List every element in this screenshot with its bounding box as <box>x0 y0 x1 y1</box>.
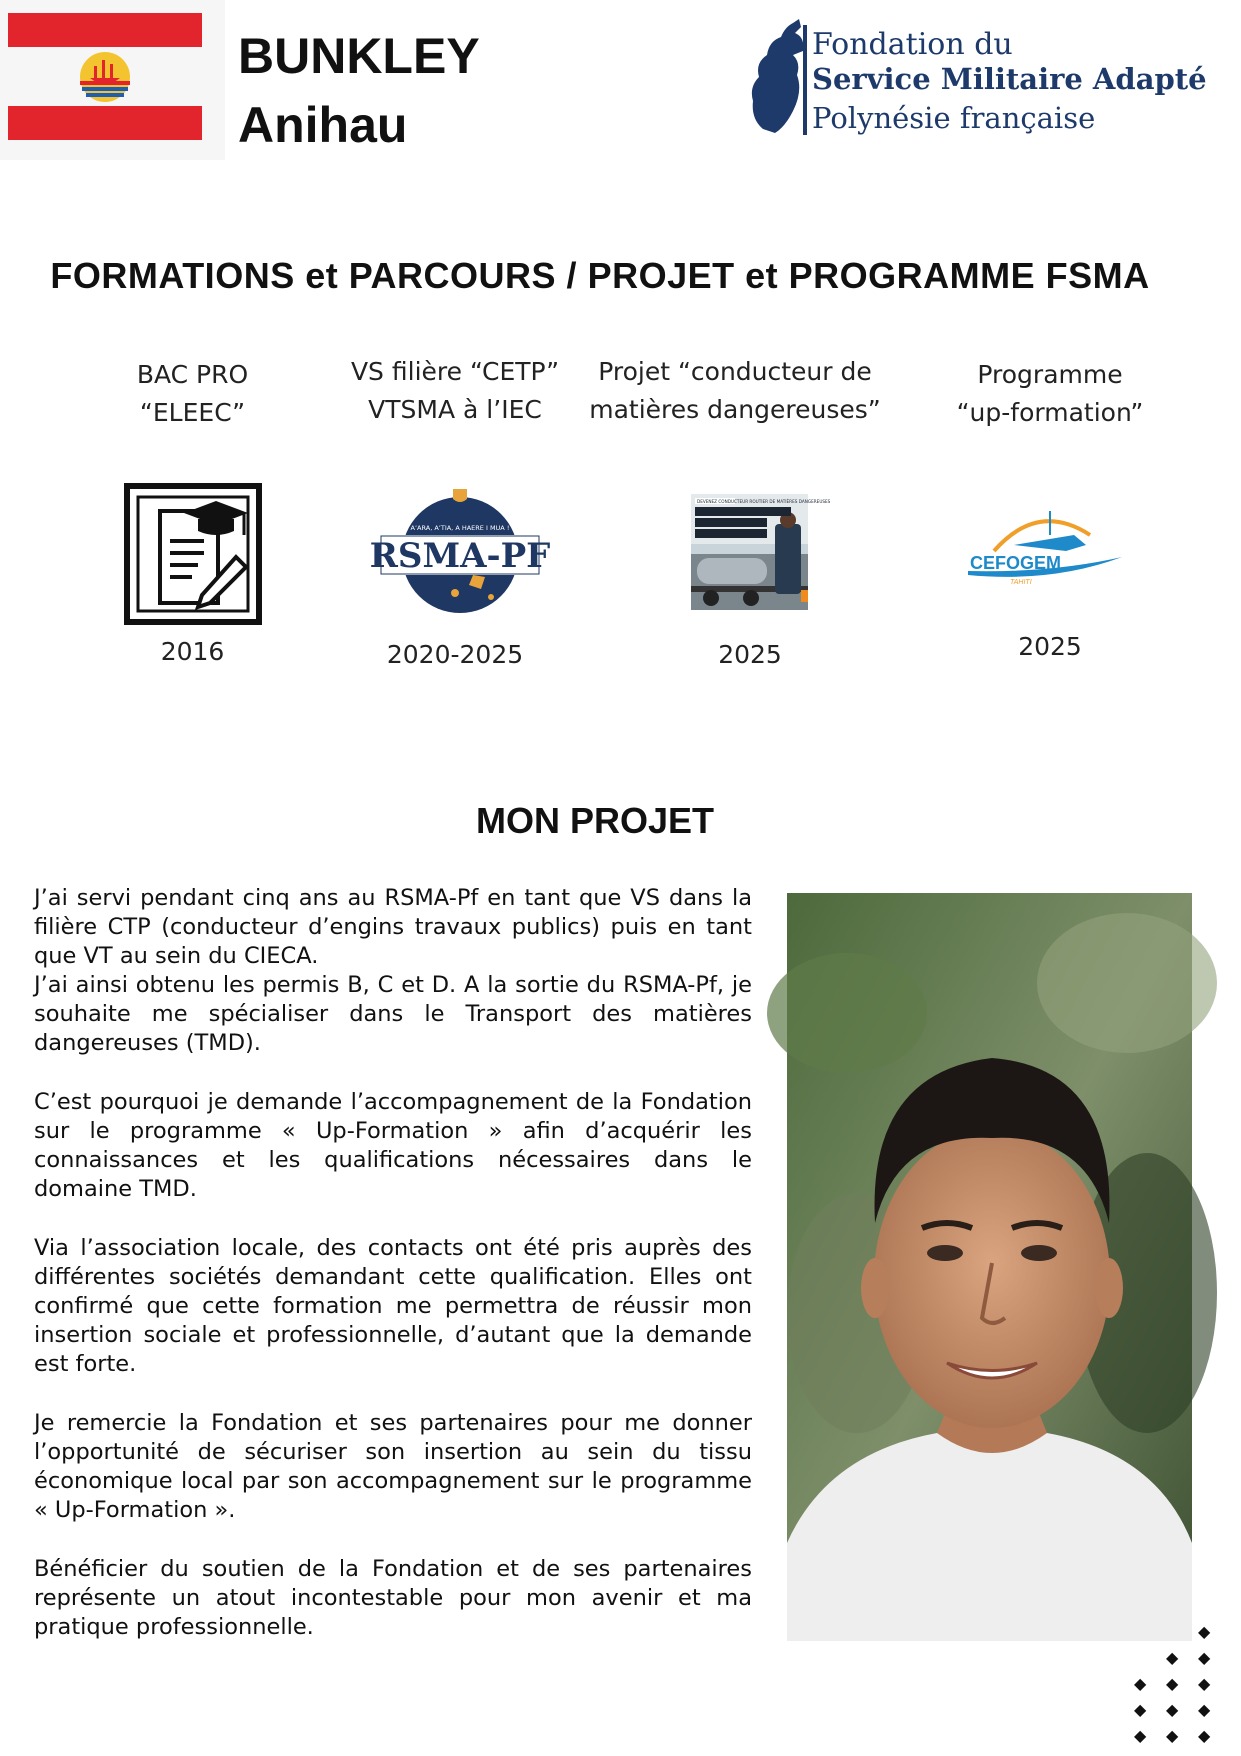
timeline-label-2: VS filière “CETP” VTSMA à l’IEC <box>350 357 560 424</box>
french-polynesia-flag <box>0 0 225 160</box>
rsma-motto-text: A’ARA, A’TIA, A HAERE I MUA ! <box>410 524 510 532</box>
paragraph-2: C’est pourquoi je demande l’accompagnement de la Fondation sur le programme « Up-Formation » afin d’acquérir les connaissances et les qualifications nécessaires dans le domaine TMD. <box>34 1089 752 1202</box>
paragraph-5: Bénéficier du soutien de la Fondation et de ses partenaires représente un atout incontestable pour mon avenir et ma pratique professionnelle. <box>34 1556 752 1640</box>
paragraph-1: J’ai servi pendant cinq ans au RSMA-Pf en tant que VS dans la filière CTP (conducteur d’engins travaux publics) puis en tant que VT au sein du CIECA. J’ai ainsi obtenu les permis B, C et D. A la sortie du RSMA-Pf, je souhaite me spécialiser dans le Transport des matières dangereuses (TMD). <box>34 885 752 1056</box>
cefogem-text: CEFOGEM <box>970 553 1062 573</box>
timeline-label-3: Projet “conducteur de matières dangereuses” <box>589 357 881 424</box>
project-title: MON PROJET <box>475 800 715 841</box>
timeline-year-2: 2020-2025 <box>386 640 524 669</box>
logo-line-1: Fondation du <box>812 27 1013 62</box>
logo-line-2: Service Militaire Adapté <box>812 62 1207 96</box>
timeline-year-1: 2016 <box>160 637 225 666</box>
rsma-logo <box>369 485 551 615</box>
soldier-silhouette-icon <box>745 15 811 145</box>
paragraph-3: Via l’association locale, des contacts ont été pris auprès des différentes sociétés demandant cette qualification. Elles ont confirmé que cette formation me permettra de réussir mon insertion sociale et professionnelle, d’autant que la demande est forte. <box>34 1235 752 1377</box>
timeline-label-4: Programme “up-formation” <box>956 360 1144 427</box>
last-name: BUNKLEY <box>238 28 480 84</box>
cefogem-sub-text: TAHITI <box>1010 579 1032 586</box>
flag-emblem-icon <box>78 50 132 104</box>
portrait-photo <box>787 893 1192 1641</box>
fsma-logo <box>745 15 1225 145</box>
timeline-year-4: 2025 <box>1018 632 1082 661</box>
paragraph-4: Je remercie la Fondation et ses partenaires pour me donner l’opportunité de sécuriser son insertion au sein du tissu économique local par son accompagnement sur le programme « Up-Formation ». <box>34 1410 752 1523</box>
diploma-icon <box>124 483 262 625</box>
logo-line-3: Polynésie française <box>812 101 1096 135</box>
truck-poster-image <box>691 494 831 610</box>
first-name: Anihau <box>238 97 408 153</box>
project-body <box>34 884 752 1672</box>
timeline-year-3: 2025 <box>718 640 782 669</box>
poster-text: DEVENEZ CONDUCTEUR ROUTIER DE MATIÈRES DANGEREUSES <box>697 499 831 504</box>
timeline-label-1: BAC PRO “ELEEC” <box>136 360 249 427</box>
rsma-logo-text: RSMA-PF <box>369 536 551 576</box>
section-title: FORMATIONS et PARCOURS / PROJET et PROGRAMME FSMA <box>50 255 1150 296</box>
cefogem-logo <box>962 505 1127 595</box>
